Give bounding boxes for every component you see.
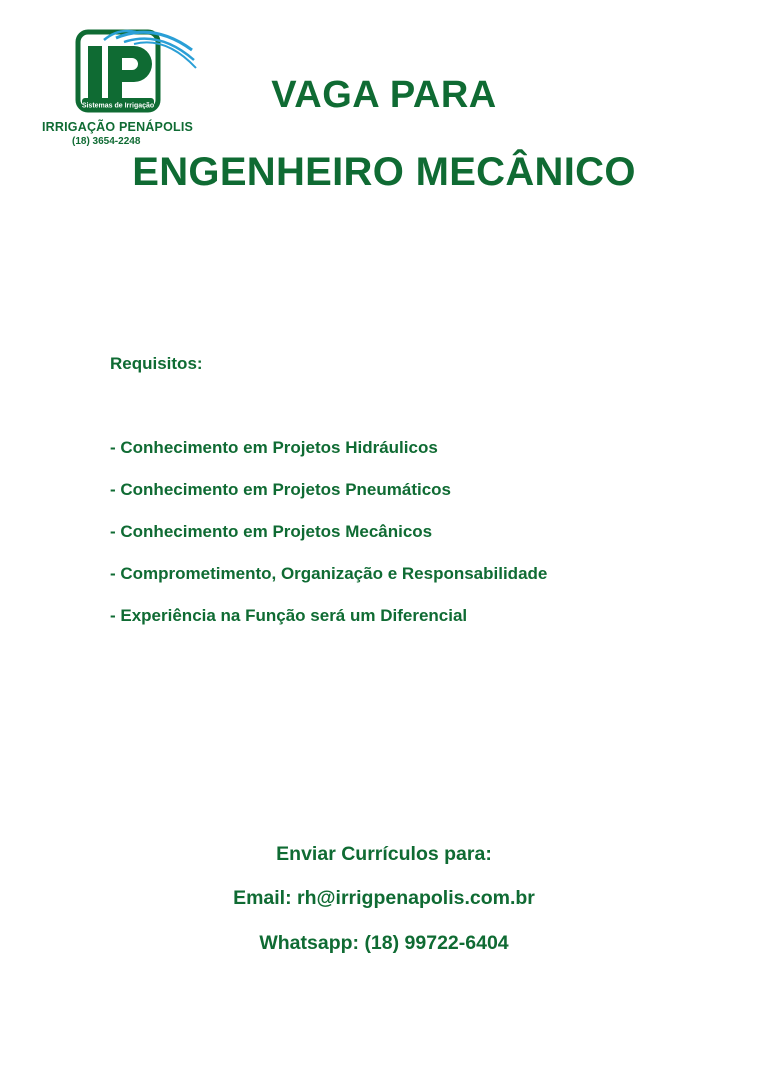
requirements-heading: Requisitos: — [110, 354, 203, 373]
requirements-list — [110, 436, 547, 646]
email-line: Email: rh@irrigpenapolis.com.br — [233, 887, 535, 909]
logo-company-name: IRRIGAÇÃO PENÁPOLIS — [42, 120, 194, 134]
logo-tagline: Sistemas de Irrigação — [81, 102, 155, 110]
page-title-line1: VAGA PARA — [271, 74, 497, 116]
page-title-line2: ENGENHEIRO MECÂNICO — [132, 150, 636, 194]
requirement-item: - Conhecimento em Projetos Hidráulicos — [110, 438, 438, 457]
whatsapp-line: Whatsapp: (18) 99722-6404 — [259, 932, 509, 954]
requirement-item: - Conhecimento em Projetos Mecânicos — [110, 522, 433, 541]
send-resume-label: Enviar Currículos para: — [276, 843, 492, 865]
requirement-item: - Experiência na Função será um Diferencial — [110, 606, 468, 625]
requirement-item: - Comprometimento, Organização e Responsabilidade — [110, 564, 548, 583]
requirement-item: - Conhecimento em Projetos Pneumáticos — [110, 480, 452, 499]
logo-phone: (18) 3654-2248 — [72, 136, 141, 147]
